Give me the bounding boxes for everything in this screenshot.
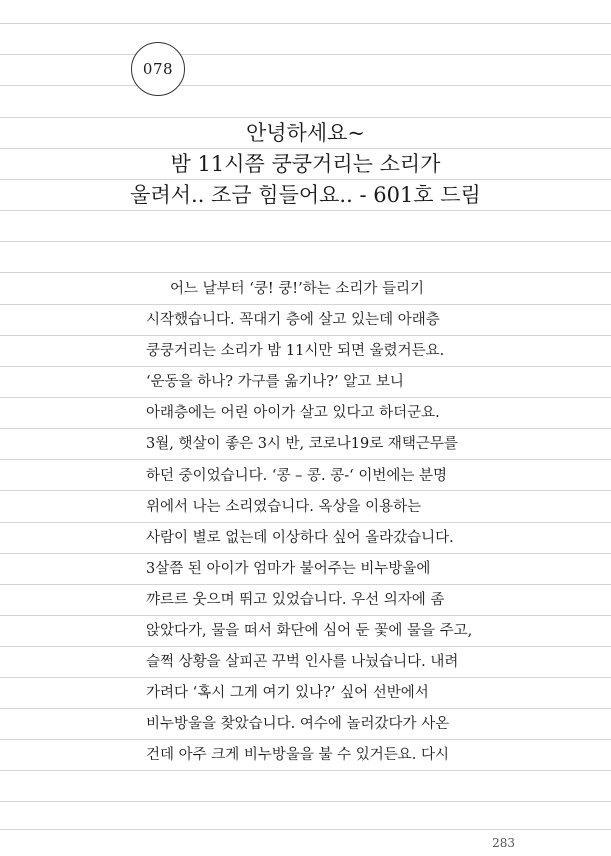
body-text-line: 건데 아주 크게 비누방울을 불 수 있거든요. 다시 [146,747,450,763]
page-number: 283 [492,836,515,850]
body-text-line: 비누방울을 찾았습니다. 여수에 놀러갔다가 사온 [146,716,450,732]
ruled-line [0,179,611,180]
body-text-line: 가려다 ‘혹시 그게 여기 있나?’ 싶어 선반에서 [146,685,429,701]
entry-title-line-3: 울려서.. 조금 힘들어요.. - 601호 드림 [130,183,481,207]
ruled-line [0,148,611,149]
entry-number-badge [131,42,185,96]
ruled-line [0,366,611,367]
body-text-line: 위에서 나는 소리였습니다. 옥상을 이용하는 [146,499,422,515]
ruled-line [0,615,611,616]
body-text-line: ‘운동을 하나? 가구를 옮기나?’ 알고 보니 [146,374,404,390]
ruled-line [0,801,611,802]
ruled-line [0,428,611,429]
ruled-line [0,584,611,585]
body-text-line: 하던 중이었습니다. ‘콩 – 콩. 콩-‘ 이번에는 분명 [146,468,447,484]
ruled-line [0,646,611,647]
body-text-line: 아래층에는 어린 아이가 살고 있다고 하더군요. [146,405,440,421]
ruled-line [0,85,611,86]
ruled-line [0,739,611,740]
body-text-line: 3살쯤 된 아이가 엄마가 불어주는 비누방울에 [146,561,431,577]
ruled-line [0,272,611,273]
entry-number: 078 [142,60,174,78]
ruled-line [0,23,611,24]
body-text-line: 꺄르르 웃으며 뛰고 있었습니다. 우선 의자에 좀 [146,592,445,608]
ruled-line [0,677,611,678]
entry-title-line-2: 밤 11시쯤 쿵쿵거리는 소리가 [170,152,441,176]
body-text-line: 사람이 별로 없는데 이상하다 싶어 올라갔습니다. [146,530,454,546]
ruled-line [0,304,611,305]
ruled-line [0,490,611,491]
ruled-line [0,770,611,771]
entry-title-line-1: 안녕하세요~ [245,121,366,145]
ruled-line [0,522,611,523]
body-text-line: 3월, 햇살이 좋은 3시 반, 코로나19로 재택근무를 [146,436,458,452]
ruled-line [0,397,611,398]
ruled-line [0,241,611,242]
body-text-line: 시작했습니다. 꼭대기 층에 살고 있는데 아래층 [146,312,440,328]
body-text-line: 슬쩍 상황을 살피곤 꾸벅 인사를 나눴습니다. 내려 [146,654,459,670]
ruled-line [0,553,611,554]
body-text-line: 어느 날부터 ‘쿵! 쿵!’하는 소리가 들리기 [170,281,425,297]
ruled-line [0,210,611,211]
ruled-line [0,54,611,55]
ruled-line [0,459,611,460]
body-text-line: 쿵쿵거리는 소리가 밤 11시만 되면 울렸거든요. [146,343,445,359]
body-text-line: 앉았다가, 물을 떠서 화단에 심어 둔 꽃에 물을 주고, [146,623,473,639]
ruled-line [0,335,611,336]
ruled-line [0,117,611,118]
ruled-line [0,708,611,709]
ruled-line [0,829,611,830]
